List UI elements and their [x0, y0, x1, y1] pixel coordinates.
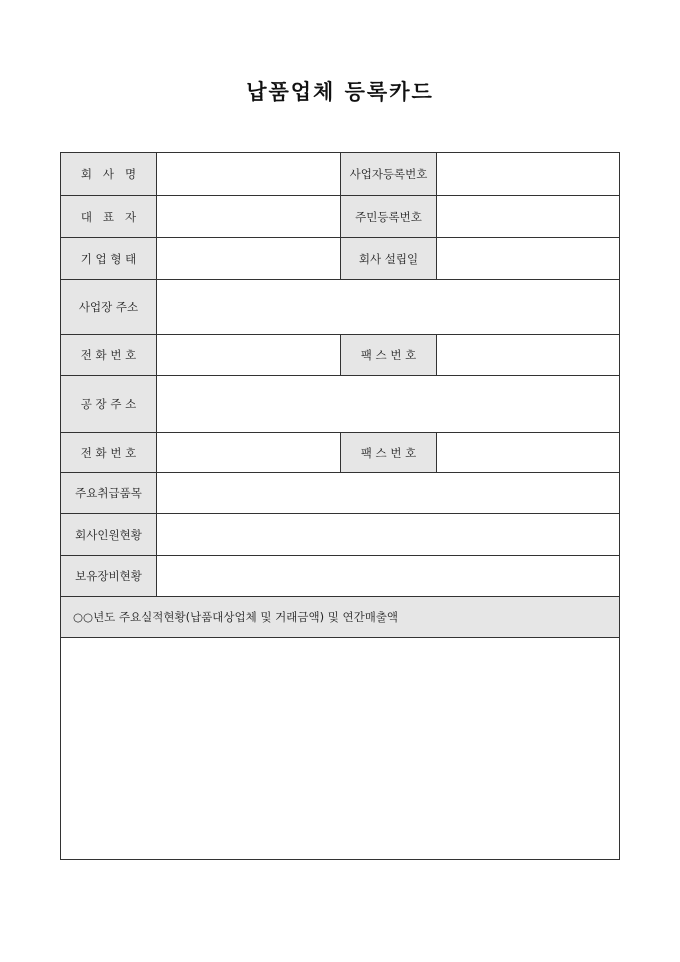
- row-factory-address: [61, 375, 619, 432]
- label-company-type: 기 업 형 태: [61, 238, 157, 279]
- row-performance-body: [61, 637, 619, 859]
- form-title: 납품업체 등록카드: [246, 79, 434, 104]
- field-business-address[interactable]: [157, 280, 619, 334]
- label-representative: 대 표 자: [61, 196, 157, 237]
- field-main-items[interactable]: [157, 473, 619, 513]
- row-company-name: [61, 153, 619, 195]
- label-factory-address: 공 장 주 소: [61, 376, 157, 432]
- field-business-reg-no[interactable]: [437, 153, 619, 195]
- label-equipment-status: 보유장비현황: [61, 556, 157, 596]
- label-fax-2: 팩 스 번 호: [340, 433, 437, 472]
- row-main-items: [61, 472, 619, 513]
- label-company-name: 회 사 명: [61, 153, 157, 195]
- field-company-name[interactable]: [157, 153, 340, 195]
- field-resident-reg-no[interactable]: [437, 196, 619, 237]
- field-equipment-status[interactable]: [157, 556, 619, 596]
- label-staff-status: 회사인원현황: [61, 514, 157, 555]
- field-established-date[interactable]: [437, 238, 619, 279]
- field-factory-address[interactable]: [157, 376, 619, 432]
- row-phone-1: [61, 334, 619, 375]
- label-phone-1: 전 화 번 호: [61, 335, 157, 375]
- field-fax-2[interactable]: [437, 433, 619, 472]
- row-staff-status: [61, 513, 619, 555]
- label-established-date: 회사 설립일: [340, 238, 437, 279]
- row-representative: [61, 195, 619, 237]
- field-representative[interactable]: [157, 196, 340, 237]
- field-performance-details[interactable]: [61, 638, 619, 859]
- label-main-items: 주요취급품목: [61, 473, 157, 513]
- registration-form: [60, 152, 620, 860]
- field-fax-1[interactable]: [437, 335, 619, 375]
- label-business-address: 사업장 주소: [61, 280, 157, 334]
- row-company-type: [61, 237, 619, 279]
- performance-header: ○○년도 주요실적현황(납품대상업체 및 거래금액) 및 연간매출액: [61, 597, 619, 637]
- row-business-address: [61, 279, 619, 334]
- field-staff-status[interactable]: [157, 514, 619, 555]
- label-phone-2: 전 화 번 호: [61, 433, 157, 472]
- field-phone-1[interactable]: [157, 335, 340, 375]
- field-company-type[interactable]: [157, 238, 340, 279]
- row-performance-header: [61, 596, 619, 637]
- label-fax-1: 팩 스 번 호: [340, 335, 437, 375]
- label-resident-reg-no: 주민등록번호: [340, 196, 437, 237]
- field-phone-2[interactable]: [157, 433, 340, 472]
- row-equipment-status: [61, 555, 619, 596]
- row-phone-2: [61, 432, 619, 472]
- label-business-reg-no: 사업자등록번호: [340, 153, 437, 195]
